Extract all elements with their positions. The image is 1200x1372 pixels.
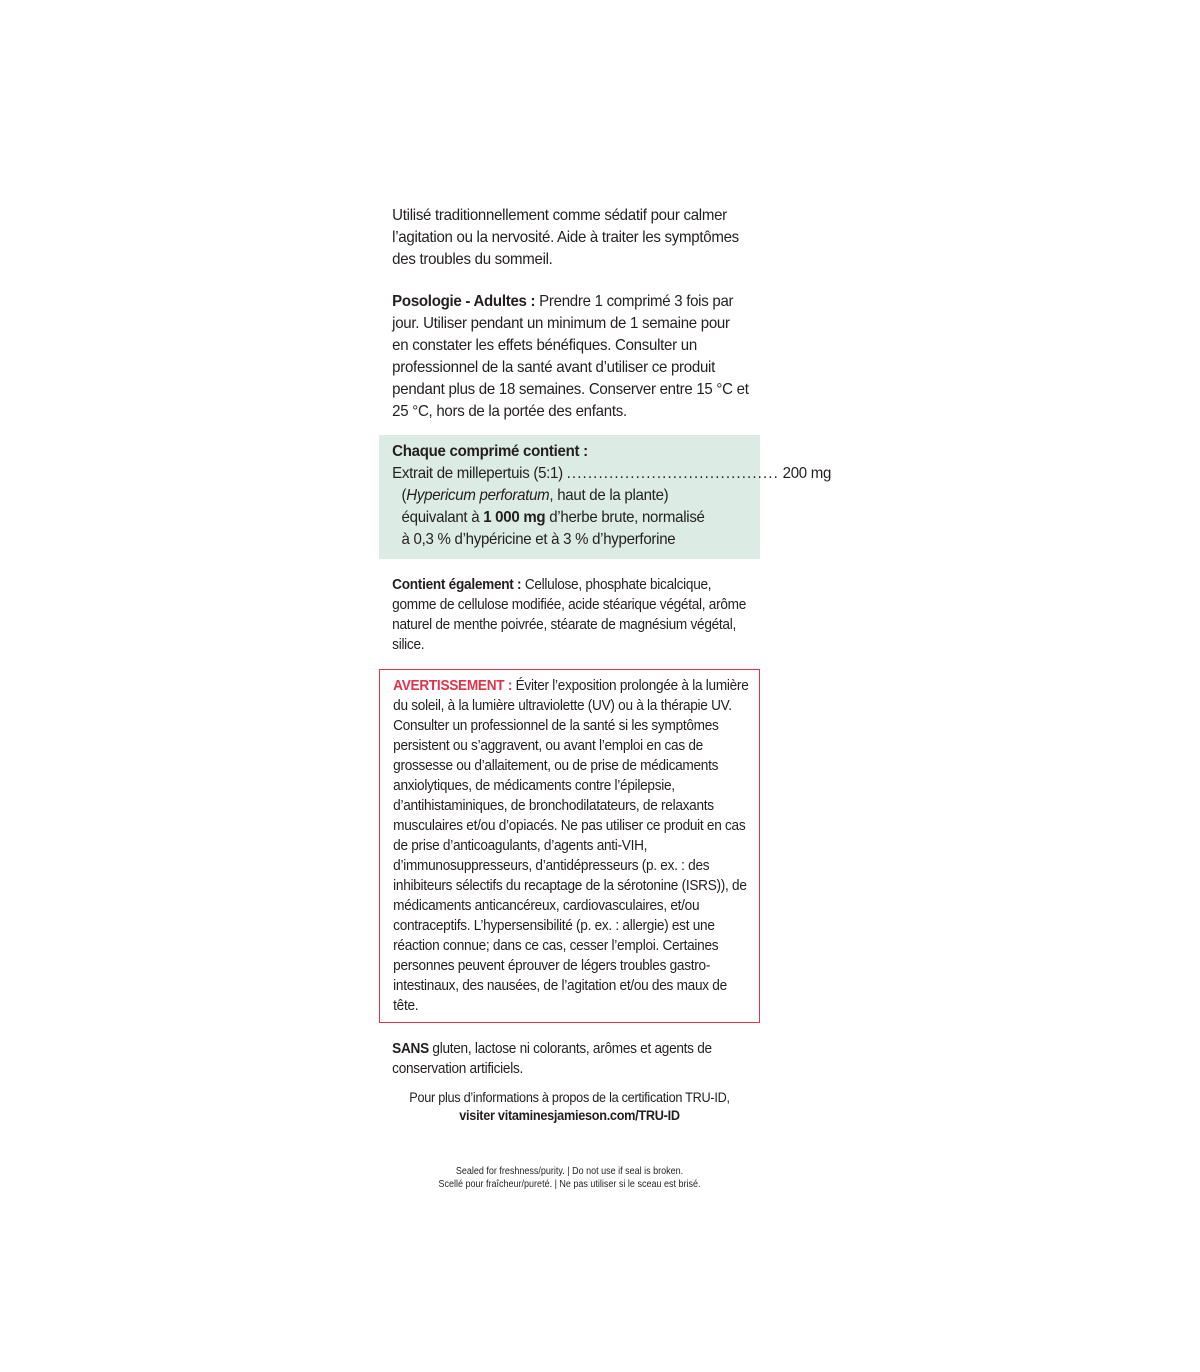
recommended-use-text bbox=[379, 205, 763, 271]
ingredient-leader-dots: ........................................ bbox=[566, 465, 779, 482]
warning-text: Éviter l’exposition prolongée à la lumière du soleil, à la lumière ultraviolette (UV) ou à la thérapie UV. Consulter un professionnel de la santé si les symptômes persistent ou s’aggravent, ou avant l’emploi en cas de grossesse ou d’allaitement, ou de prise de médicaments anxiolytiques, de médicaments contre l’épilepsie, d’antihistaminiques, de bronchodilatateurs, de relaxants musculaires et/ou d’opiacés. Ne pas utiliser ce produit en cas de prise d’anticoagulants, d’agents anti-VIH, d’immunosuppresseurs, d’antidépresseurs (p. ex. : des inhibiteurs sélectifs du recaptage de la sérotonine (ISRS)), de médicaments anticancéreux, cardiovasculaires, et/ou contraceptifs. L’hypersensibilité (p. ex. : allergie) est une réaction connue; dans ce cas, cesser l’emploi. Certaines personnes peuvent éprouver de légers troubles gastro-intestinaux, des nausées, de l’agitation et/ou des maux de tête. bbox=[393, 678, 749, 1014]
seal-notice-english: Sealed for freshness/purity. | Do not use if seal is broken. bbox=[455, 1166, 684, 1177]
certification-line-1: Pour plus d’informations à propos de la certification TRU-ID, bbox=[409, 1090, 730, 1105]
recommended-use-copy: Utilisé traditionnellement comme sédatif pour calmer l’agitation ou la nervosité. Aide à traiter les symptômes des troubles du sommeil. bbox=[392, 207, 739, 268]
ingredient-standardization: à 0,3 % d’hypéricine et à 3 % d’hyperforine bbox=[401, 531, 676, 548]
certification-note bbox=[379, 1089, 760, 1125]
equivalence-suffix: d’herbe brute, normalisé bbox=[545, 509, 705, 526]
ingredient-amount: 200 mg bbox=[782, 465, 832, 482]
latin-name: Hypericum perforatum bbox=[406, 487, 550, 504]
ingredients-heading: Chaque comprimé contient : bbox=[392, 443, 588, 460]
warning-label: AVERTISSEMENT : bbox=[393, 678, 513, 694]
ingredient-row bbox=[392, 463, 832, 485]
seal-notice bbox=[379, 1165, 760, 1191]
free-from-statement bbox=[379, 1039, 763, 1079]
dosage-label: Posologie - Adultes : bbox=[392, 293, 536, 310]
free-from-text: gluten, lactose ni colorants, arômes et agents de conservation artificiels. bbox=[392, 1041, 712, 1077]
dosage-section bbox=[379, 291, 763, 423]
plant-part: , haut de la plante) bbox=[549, 487, 669, 504]
seal-notice-french: Scellé pour fraîcheur/pureté. | Ne pas utiliser si le sceau est brisé. bbox=[438, 1179, 701, 1190]
non-medicinal-ingredients bbox=[379, 575, 763, 655]
ingredient-equivalence bbox=[392, 507, 749, 529]
also-contains-label: Contient également : bbox=[392, 577, 522, 593]
latin-open-paren: ( bbox=[401, 487, 407, 504]
certification-link: visiter vitaminesjamieson.com/TRU-ID bbox=[459, 1108, 680, 1123]
equivalence-amount: 1 000 mg bbox=[483, 509, 546, 526]
ingredient-source bbox=[392, 485, 749, 507]
equivalence-prefix: équivalant à bbox=[401, 509, 484, 526]
ingredients-content bbox=[379, 441, 832, 551]
product-label-panel bbox=[379, 205, 832, 1191]
ingredients-box bbox=[379, 435, 832, 559]
ingredient-name: Extrait de millepertuis (5:1) bbox=[392, 465, 563, 482]
free-from-label: SANS bbox=[392, 1041, 429, 1057]
warning-box bbox=[379, 669, 760, 1023]
warning-content bbox=[380, 676, 764, 1016]
also-contains-text: Cellulose, phosphate bicalcique, gomme de cellulose modifiée, acide stéarique végétal, arôme naturel de menthe poivrée, stéarate de magnésium végétal, silice. bbox=[392, 577, 747, 653]
dosage-text: Prendre 1 comprimé 3 fois par jour. Utiliser pendant un minimum de 1 semaine pour en constater les effets bénéfiques. Consulter un professionnel de la santé avant d’utiliser ce produit pendant plus de 18 semaines. Conserver entre 15 °C et 25 °C, hors de la portée des enfants. bbox=[392, 293, 749, 420]
